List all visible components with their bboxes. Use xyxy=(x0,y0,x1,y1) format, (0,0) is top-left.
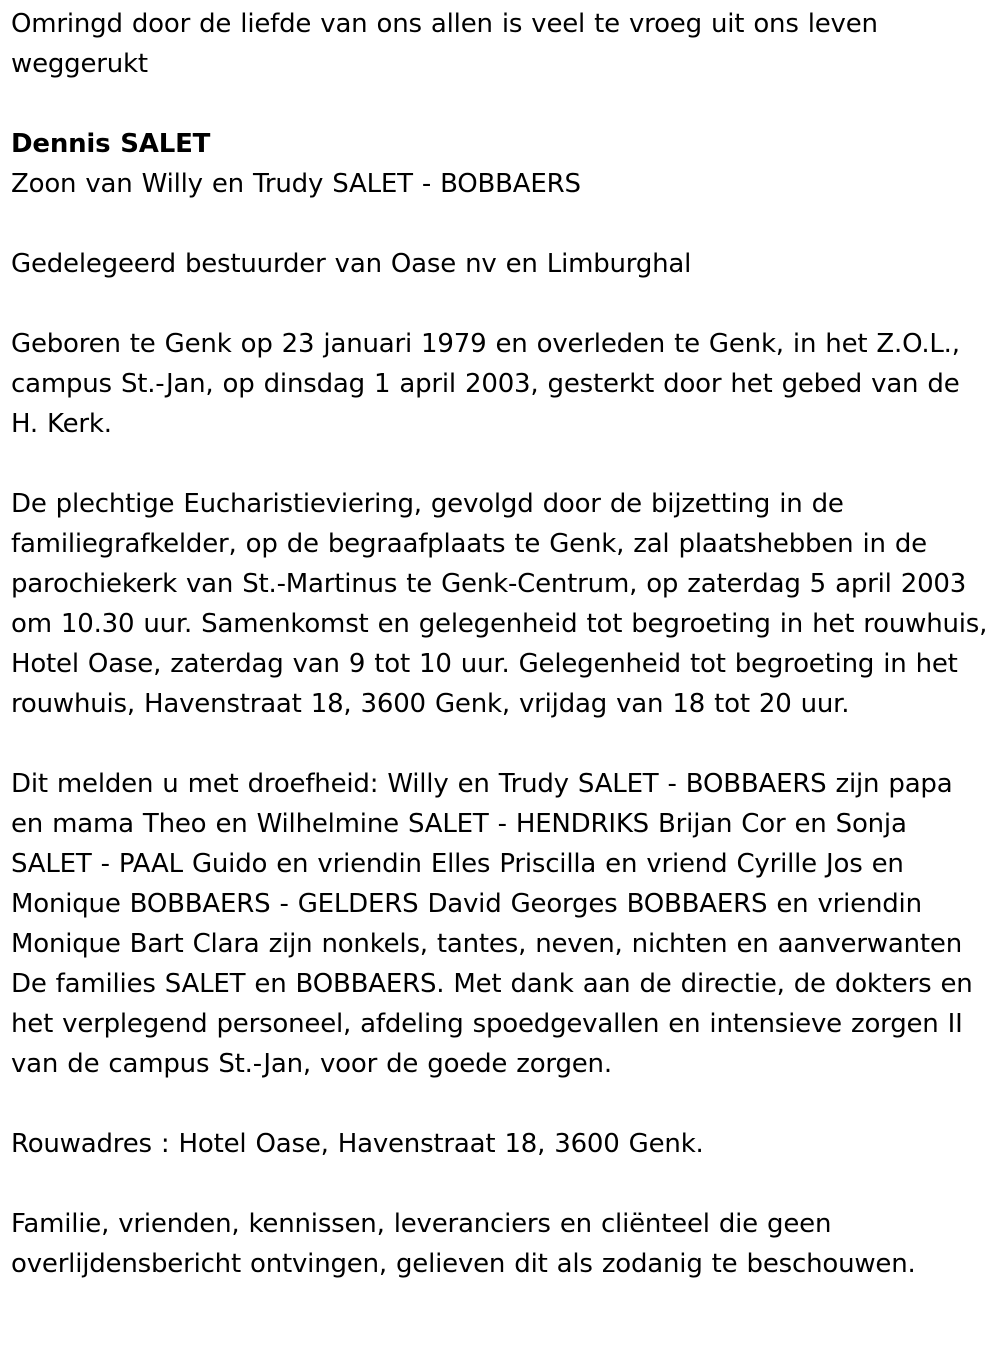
intro-text: Omringd door de liefde van ons allen is veel te vroeg uit ons leven weggerukt xyxy=(11,9,878,79)
address-text: Rouwadres : Hotel Oase, Havenstraat 18, 3600 Genk. xyxy=(11,1129,704,1159)
birth-death-text: Geboren te Genk op 23 januari 1979 en overleden te Genk, in het Z.O.L., campus St.-Jan, op dinsdag 1 april 2003, gesterkt door het gebed van de H. Kerk. xyxy=(11,329,960,439)
deceased-name: Dennis SALET xyxy=(11,129,211,159)
obituary-notice xyxy=(11,4,988,1284)
role-text: Gedelegeerd bestuurder van Oase nv en Limburghal xyxy=(11,249,692,279)
ceremony-text: De plechtige Eucharistieviering, gevolgd door de bijzetting in de familiegrafkelder, op de begraafplaats te Genk, zal plaatshebben in de parochiekerk van St.-Martinus te Genk-Centrum, op zaterdag 5 april 2003 om 10.30 uur. Samenkomst en gelegenheid tot begroeting in het rouwhuis, Hotel Oase, zaterdag van 9 tot 10 uur. Gelegenheid tot begroeting in het rouwhuis, Havenstraat 18, 3600 Genk, vrijdag van 18 tot 20 uur. xyxy=(11,489,988,719)
closing-text: Familie, vrienden, kennissen, leveranciers en cliënteel die geen overlijdensbericht ontvingen, gelieven dit als zodanig te beschouwen. xyxy=(11,1209,916,1279)
relation-text: Zoon van Willy en Trudy SALET - BOBBAERS xyxy=(11,169,581,199)
family-text: Dit melden u met droefheid: Willy en Trudy SALET - BOBBAERS zijn papa en mama Theo en Wilhelmine SALET - HENDRIKS Brijan Cor en Sonja SALET - PAAL Guido en vriendin Elles Priscilla en vriend Cyrille Jos en Monique BOBBAERS - GELDERS David Georges BOBBAERS en vriendin Monique Bart Clara zijn nonkels, tantes, neven, nichten en aanverwanten De families SALET en BOBBAERS. Met dank aan de directie, de dokters en het verplegend personeel, afdeling spoedgevallen en intensieve zorgen II van de campus St.-Jan, voor de goede zorgen. xyxy=(11,769,973,1079)
